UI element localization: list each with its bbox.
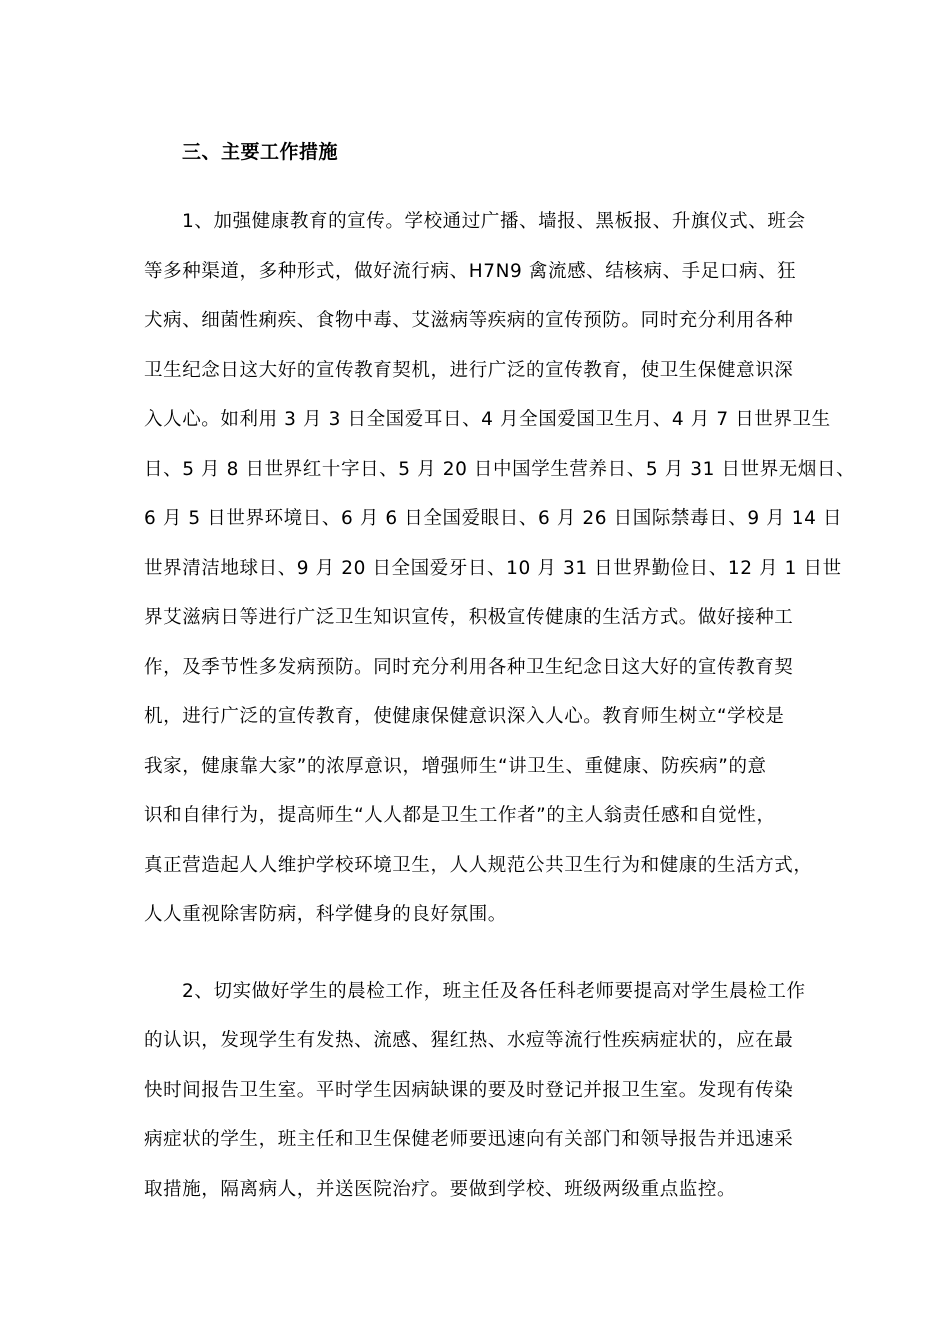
paragraph-line: 作，及季节性多发病预防。同时充分利用各种卫生纪念日这大好的宣传教育契 xyxy=(144,657,794,678)
paragraph-line: 6 月 5 日世界环境日、6 月 6 日全国爱眼日、6 月 26 日国际禁毒日、9 月 14 日 xyxy=(144,508,843,529)
paragraph-line: 犬病、细菌性痢疾、食物中毒、艾滋病等疾病的宣传预防。同时充分利用各种 xyxy=(144,310,794,331)
paragraph-line: 病症状的学生，班主任和卫生保健老师要迅速向有关部门和领导报告并迅速采 xyxy=(144,1129,794,1150)
paragraph-line: 界艾滋病日等进行广泛卫生知识宣传，积极宣传健康的生活方式。做好接种工 xyxy=(144,607,794,628)
paragraph-line: 我家，健康靠大家”的浓厚意识，增强师生“讲卫生、重健康、防疾病”的意 xyxy=(144,756,767,777)
paragraph-line: 机，进行广泛的宣传教育，使健康保健意识深入人心。教育师生树立“学校是 xyxy=(144,706,785,727)
paragraph-line: 快时间报告卫生室。平时学生因病缺课的要及时登记并报卫生室。发现有传染 xyxy=(144,1080,794,1101)
paragraph-line: 人人重视除害防病，科学健身的良好氛围。 xyxy=(144,904,507,925)
paragraph-line: 入人心。如利用 3 月 3 日全国爱耳日、4 月全国爱国卫生月、4 月 7 日世界卫生 xyxy=(144,409,831,430)
paragraph-line: 2、切实做好学生的晨检工作，班主任及各任科老师要提高对学生晨检工作 xyxy=(182,981,806,1002)
paragraph-line: 1、加强健康教育的宣传。学校通过广播、墙报、黑板报、升旗仪式、班会 xyxy=(182,211,806,232)
section-heading: 三、主要工作措施 xyxy=(182,141,339,163)
paragraph-line: 世界清洁地球日、9 月 20 日全国爱牙日、10 月 31 日世界勤俭日、12 月 1 日世 xyxy=(144,558,842,579)
paragraph-line: 日、5 月 8 日世界红十字日、5 月 20 日中国学生营养日、5 月 31 日世界无烟日、 xyxy=(144,459,856,480)
paragraph-line: 等多种渠道，多种形式，做好流行病、H7N9 禽流感、结核病、手足口病、狂 xyxy=(144,261,797,282)
paragraph-line: 真正营造起人人维护学校环境卫生，人人规范公共卫生行为和健康的生活方式， xyxy=(144,855,813,876)
paragraph-line: 取措施，隔离病人，并送医院治疗。要做到学校、班级两级重点监控。 xyxy=(144,1179,737,1200)
paragraph-line: 卫生纪念日这大好的宣传教育契机，进行广泛的宣传教育，使卫生保健意识深 xyxy=(144,360,794,381)
paragraph-line: 的认识，发现学生有发热、流感、猩红热、水痘等流行性疾病症状的，应在最 xyxy=(144,1030,794,1051)
paragraph-line: 识和自律行为，提高师生“人人都是卫生工作者”的主人翁责任感和自觉性， xyxy=(144,805,776,826)
